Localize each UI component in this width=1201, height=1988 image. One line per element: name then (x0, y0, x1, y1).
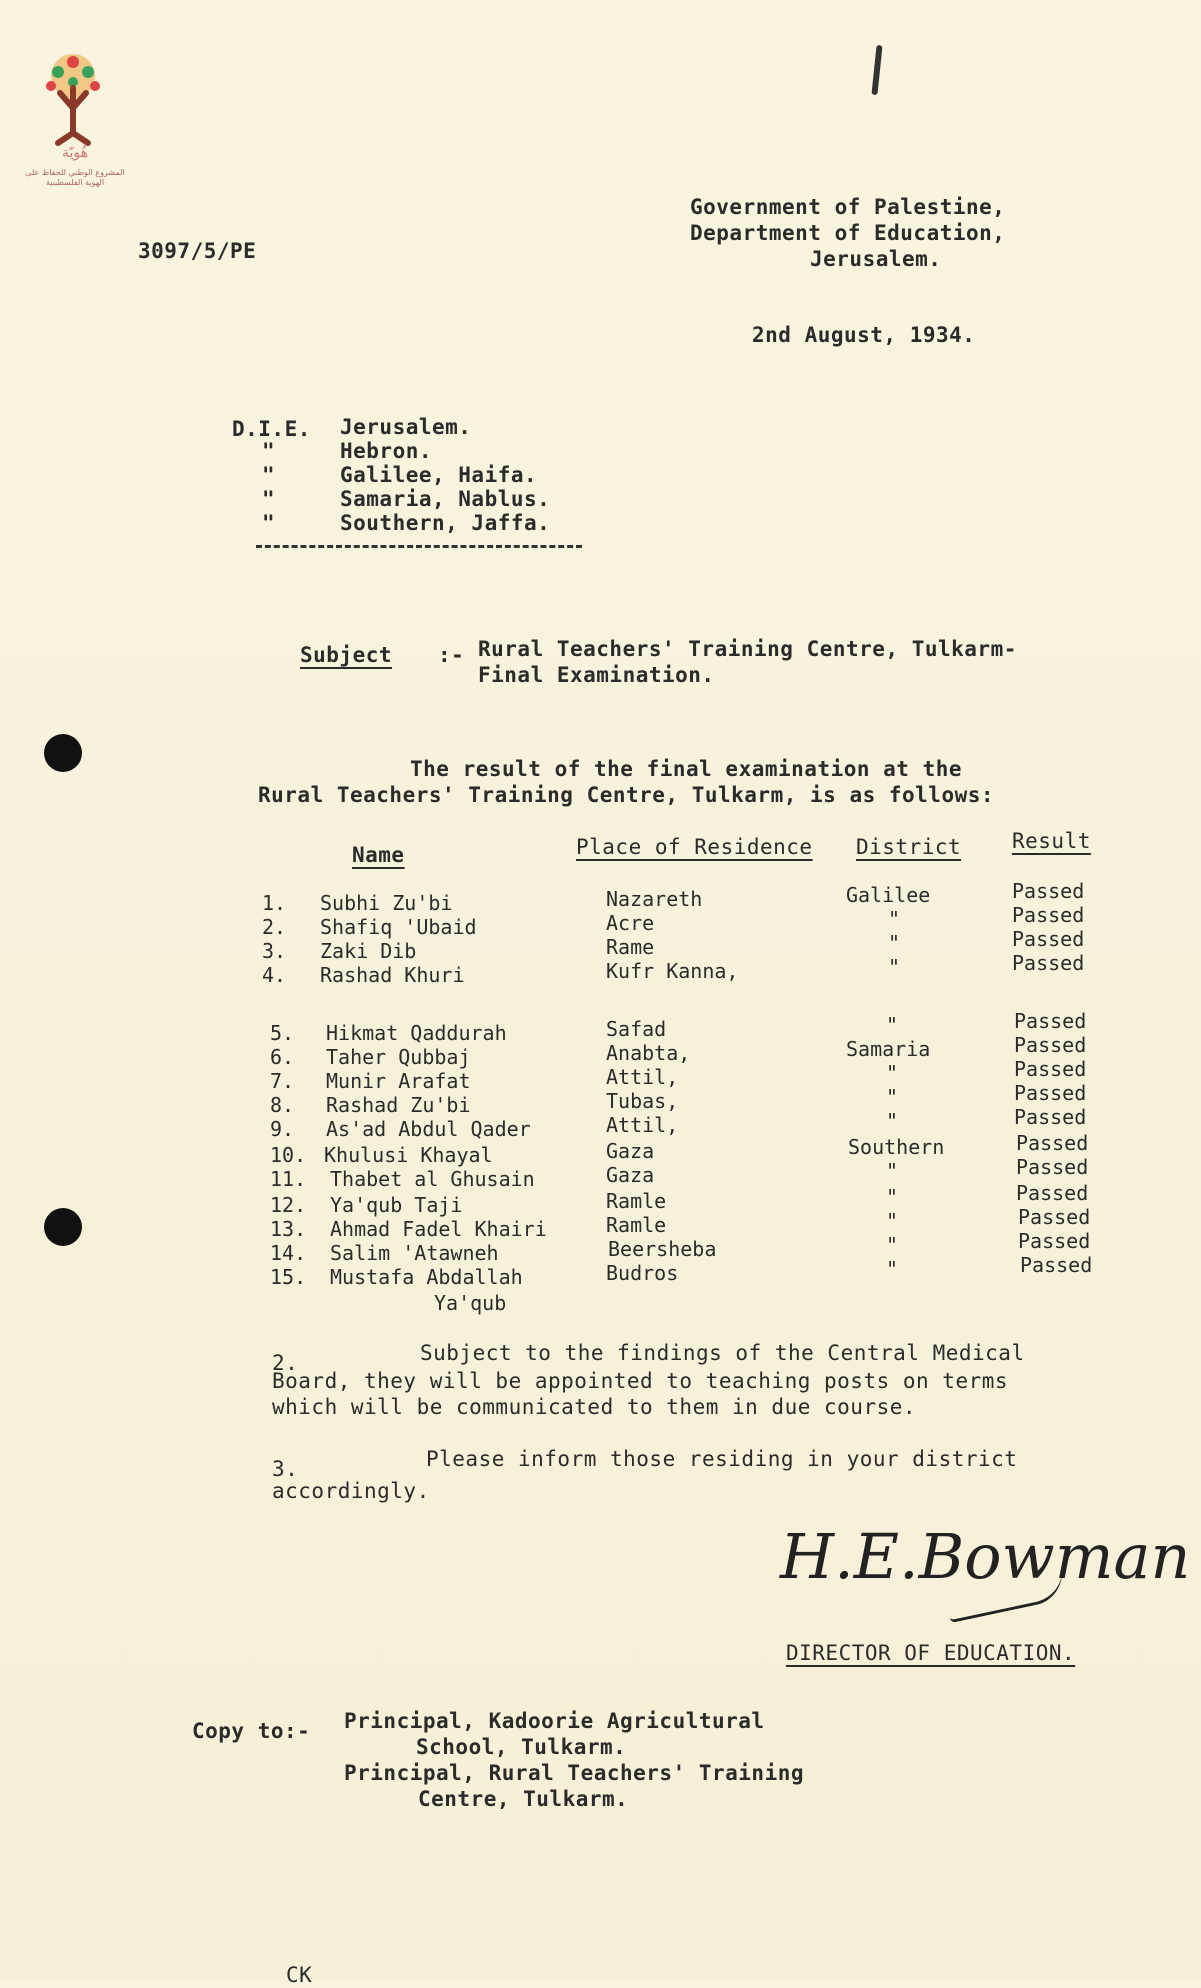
row-place: Kufr Kanna, (606, 959, 739, 983)
row-name: Hikmat Qaddurah (326, 1021, 507, 1045)
recipient-item: Jerusalem. (340, 415, 472, 439)
row-result: Passed (1020, 1253, 1093, 1277)
row-number: 12. (270, 1193, 307, 1217)
recipient-prefix: " (262, 463, 276, 487)
signature-text: H.E.Bowman (780, 1520, 1191, 1593)
column-header-result: Result (1012, 829, 1091, 853)
para3-line-1: Please inform those residing in your district (426, 1447, 1018, 1471)
row-place: Attil, (606, 1065, 679, 1089)
recipient-item: Galilee, Haifa. (340, 463, 538, 487)
tree-logo-icon (38, 48, 108, 188)
para2-line-3: which will be communicated to them in due course. (272, 1395, 917, 1419)
row-result: Passed (1012, 927, 1085, 951)
intro-line-2: Rural Teachers' Training Centre, Tulkarm, is as follows: (258, 783, 995, 807)
row-name: Munir Arafat (326, 1069, 471, 1093)
row-district: " (886, 1233, 899, 1257)
row-place: Tubas, (606, 1089, 679, 1113)
copy-to-label: Copy to:- (192, 1719, 311, 1743)
recipient-item: Southern, Jaffa. (340, 511, 551, 535)
header-line-2: Department of Education, (690, 221, 1006, 245)
row-result: Passed (1014, 1057, 1087, 1081)
punch-hole (44, 1208, 82, 1246)
footer-initials: CK (286, 1963, 313, 1987)
row-result: Passed (1016, 1155, 1089, 1179)
row-name: Rashad Zu'bi (326, 1093, 471, 1117)
row-number: 7. (270, 1069, 295, 1093)
row-number: 2. (262, 915, 287, 939)
row-number: 6. (270, 1045, 295, 1069)
recipient-prefix: " (262, 439, 276, 463)
subject-label: Subject (300, 643, 393, 667)
row-place: Acre (606, 911, 655, 935)
recipient-prefix: " (262, 487, 276, 511)
row-number: 9. (270, 1117, 295, 1141)
para2-number: 2. (272, 1351, 299, 1375)
copy-line-4: Centre, Tulkarm. (418, 1787, 629, 1811)
row-place: Nazareth (606, 887, 703, 911)
column-header-place: Place of Residence (576, 835, 813, 859)
row-result: Passed (1016, 1181, 1089, 1205)
row-district: Samaria (846, 1037, 931, 1061)
para3-number: 3. (272, 1457, 299, 1481)
row-result: Passed (1012, 903, 1085, 927)
row-district: " (888, 907, 901, 931)
para2-line-2: Board, they will be appointed to teaching posts on terms (272, 1369, 1009, 1393)
row-result: Passed (1016, 1131, 1089, 1155)
row-name: Mustafa Abdallah (330, 1265, 523, 1289)
row-number: 5. (270, 1021, 295, 1045)
row-name: Shafiq 'Ubaid (320, 915, 477, 939)
row-result: Passed (1012, 879, 1085, 903)
intro-line-1: The result of the final examination at the (410, 757, 963, 781)
row-number: 11. (270, 1167, 307, 1191)
table-row-continuation (0, 1290, 1201, 1316)
recipient-prefix: D.I.E. (232, 417, 311, 441)
subject-line-2: Final Examination. (478, 663, 715, 687)
logo-caption: هُويّة (61, 145, 89, 161)
row-place: Ramle (606, 1213, 667, 1237)
row-result: Passed (1014, 1009, 1087, 1033)
row-result: Passed (1012, 951, 1085, 975)
row-district: " (888, 955, 901, 979)
header-line-1: Government of Palestine, (690, 195, 1006, 219)
row-result: Passed (1018, 1229, 1091, 1253)
row-number: 15. (270, 1265, 307, 1289)
row-name: Rashad Khuri (320, 963, 465, 987)
signatory-title: DIRECTOR OF EDUCATION. (786, 1641, 1076, 1665)
header-line-3: Jerusalem. (810, 247, 942, 271)
row-district: Southern (848, 1135, 945, 1159)
row-place: Anabta, (606, 1041, 691, 1065)
row-number: 8. (270, 1093, 295, 1117)
row-number: 3. (262, 939, 287, 963)
reference-number: 3097/5/PE (138, 239, 257, 263)
row-number: 1. (262, 891, 287, 915)
row-district: " (886, 1109, 899, 1133)
copy-line-1: Principal, Kadoorie Agricultural (344, 1709, 765, 1733)
recipient-item: Hebron. (340, 439, 433, 463)
subject-line-1: Rural Teachers' Training Centre, Tulkarm- (478, 637, 1017, 661)
row-district: " (888, 931, 901, 955)
row-name: Thabet al Ghusain (330, 1167, 535, 1191)
row-result: Passed (1014, 1033, 1087, 1057)
recipient-prefix: " (262, 511, 276, 535)
row-number: 14. (270, 1241, 307, 1265)
row-place: Ramle (606, 1189, 667, 1213)
column-header-district: District (856, 835, 962, 859)
row-name: As'ad Abdul Qader (326, 1117, 531, 1141)
punch-hole (44, 734, 82, 772)
copy-line-3: Principal, Rural Teachers' Training (344, 1761, 805, 1785)
row-result: Passed (1014, 1081, 1087, 1105)
row-result: Passed (1018, 1205, 1091, 1229)
row-name: Salim 'Atawneh (330, 1241, 499, 1265)
row-place: Rame (606, 935, 655, 959)
row-name: Zaki Dib (320, 939, 417, 963)
row-district: " (886, 1159, 899, 1183)
row-name: Ya'qub Taji (330, 1193, 463, 1217)
row-number: 10. (270, 1143, 307, 1167)
row-district: " (886, 1257, 899, 1281)
para3-line-2: accordingly. (272, 1479, 430, 1503)
logo-subcaption: المشروع الوطني للحفاظ على الهوية الفلسطينية (25, 168, 125, 187)
recipient-divider (256, 545, 582, 548)
row-name: Khulusi Khayal (324, 1143, 493, 1167)
row-place: Attil, (606, 1113, 679, 1137)
page-mark-stroke (871, 45, 882, 95)
row-district: " (886, 1013, 899, 1037)
row-name: Taher Qubbaj (326, 1045, 471, 1069)
letter-date: 2nd August, 1934. (752, 323, 976, 347)
row-district: " (886, 1061, 899, 1085)
column-header-name: Name (352, 843, 405, 867)
recipient-item: Samaria, Nablus. (340, 487, 551, 511)
row-district: " (886, 1209, 899, 1233)
copy-line-2: School, Tulkarm. (416, 1735, 627, 1759)
row-place: Budros (606, 1261, 679, 1285)
row-name: Subhi Zu'bi (320, 891, 453, 915)
para2-line-1: Subject to the findings of the Central Medical (420, 1341, 1025, 1365)
row-place: Gaza (606, 1139, 655, 1163)
row-district: " (886, 1185, 899, 1209)
row-number: 4. (262, 963, 287, 987)
row-place: Safad (606, 1017, 667, 1041)
row-place: Beersheba (608, 1237, 717, 1261)
row-name-continued: Ya'qub (434, 1291, 507, 1315)
row-district: Galilee (846, 883, 931, 907)
row-name: Ahmad Fadel Khairi (330, 1217, 547, 1241)
subject-separator: :- (438, 643, 465, 667)
row-number: 13. (270, 1217, 307, 1241)
row-place: Gaza (606, 1163, 655, 1187)
row-result: Passed (1014, 1105, 1087, 1129)
row-district: " (886, 1085, 899, 1109)
